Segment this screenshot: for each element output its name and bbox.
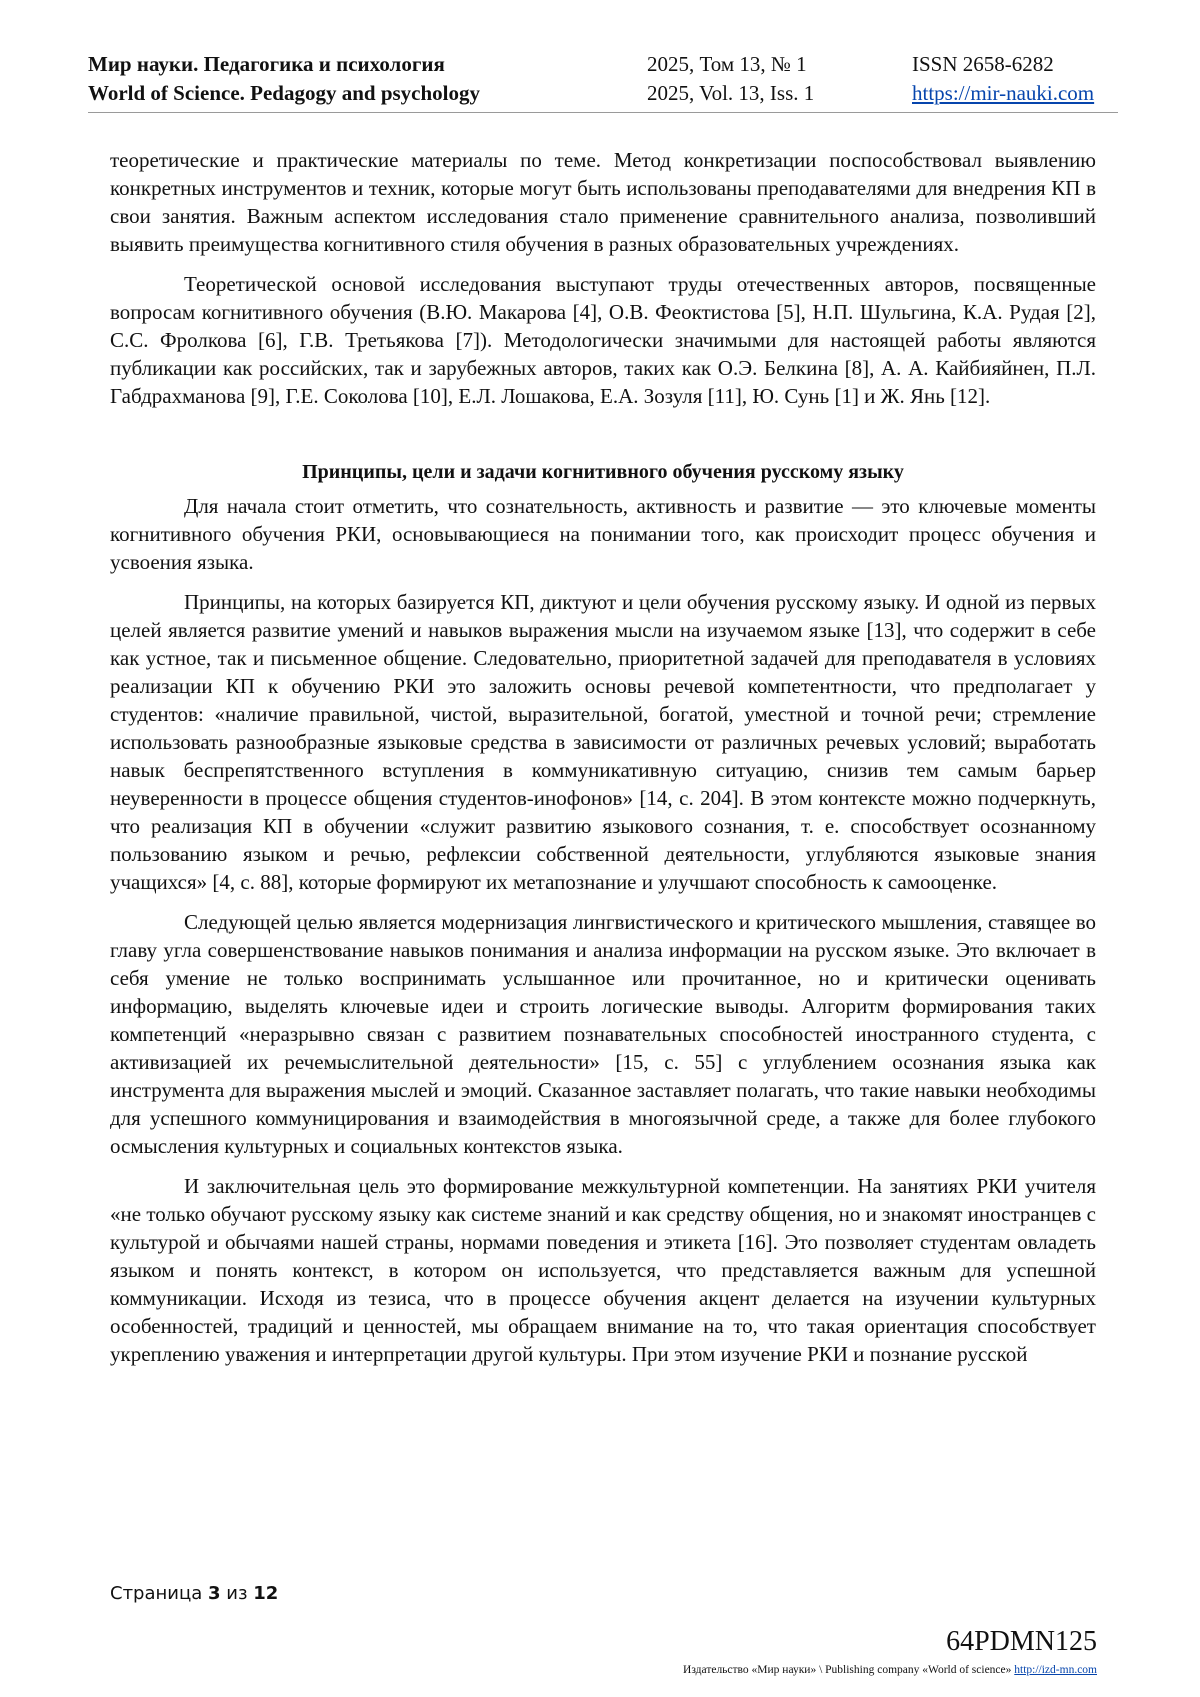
volume-ru: 2025, Том 13, № 1 (647, 52, 807, 76)
journal-header (88, 50, 1118, 113)
volume-block (647, 50, 814, 108)
page-total: 12 (253, 1583, 279, 1604)
publisher-line (683, 1664, 1097, 1676)
journal-title-block (88, 50, 480, 108)
article-body (110, 146, 1096, 1380)
publisher-name: Издательство «Мир науки» \ Publishing company «World of science» (683, 1664, 1012, 1676)
paragraph: теоретические и практические материалы по теме. Метод конкретизации поспособствовал выявлению конкретных инструментов и техник, которые могут быть использованы преподавателями для внедрения КП в свои занятия. Важным аспектом исследования стало применение сравнительного анализа, позволивший выявить преимущества когнитивного стиля обучения в разных образовательных учреждениях. (110, 148, 1096, 256)
journal-url-link[interactable]: https://mir-nauki.com (912, 81, 1095, 105)
article-code: 64PDMN125 (946, 1626, 1097, 1657)
publisher-url-link[interactable]: http://izd-mn.com (1014, 1664, 1097, 1676)
paragraph: Для начала стоит отметить, что сознательность, активность и развитие — это ключевые моменты когнитивного обучения РКИ, основывающиеся на понимании того, как происходит процесс обучения и усвоения языка. (110, 494, 1096, 574)
issn: ISSN 2658-6282 (912, 52, 1054, 76)
section-title: Принципы, цели и задачи когнитивного обучения русскому языку (302, 461, 904, 483)
volume-en: 2025, Vol. 13, Iss. 1 (647, 81, 815, 105)
issn-block (912, 50, 1094, 108)
paragraph: И заключительная цель это формирование межкультурной компетенции. На занятиях РКИ учителя «не только обучают русскому языку как системе знаний и как средству общения, но и знакомят иностранцев с культурой и обычаями нашей страны, нормами поведения и этикета [16]. Это позволяет студентам овладеть языком и понять контекст, в котором он используется, что представляется важным для успешной коммуникации. Исходя из тезиса, что в процессе обучения акцент делается на изучении культурных особенностей, традиций и ценностей, мы обращаем внимание на то, что такая ориентация способствует укреплению уважения и интерпретации другой культуры. При этом изучение РКИ и познание русской (110, 1174, 1096, 1366)
paragraph: Следующей целью является модернизация лингвистического и критического мышления, ставящее во главу угла совершенствование навыков понимания и анализа информации на русском языке. Это включает в себя умение не только воспринимать услышанное или прочитанное, но и критически оценивать информацию, выделять ключевые идеи и строить логические выводы. Алгоритм формирования таких компетенций «неразрывно связан с развитием познавательных способностей иностранного студента, с активизацией их речемыслительной деятельности» [15, с. 55] с углублением осознания языка как инструмента для выражения мыслей и эмоций. Сказанное заставляет полагать, что такие навыки необходимы для успешного коммуницирования и взаимодействия в многоязычной среде, а также для более глубокого осмысления культурных и социальных контекстов языка. (110, 910, 1096, 1158)
journal-title-en: World of Science. Pedagogy and psychology (88, 81, 481, 105)
journal-title-ru: Мир науки. Педагогика и психология (88, 52, 445, 76)
page-current: 3 (208, 1583, 221, 1604)
page-word: Страница (110, 1583, 203, 1604)
paragraph: Теоретической основой исследования выступают труды отечественных авторов, посвященные вопросам когнитивного обучения (В.Ю. Макарова [4], О.В. Феоктистова [5], Н.П. Шульгина, К.А. Рудая [2], С.С. Фролкова [6], Г.В. Третьякова [7]). Методологически значимыми для настоящей работы являются публикации как российских, так и зарубежных авторов, таких как О.Э. Белкина [8], А. А. Кайбияйнен, П.Л. Габдрахманова [9], Г.Е. Соколова [10], Е.Л. Лошакова, Е.А. Зозуля [11], Ю. Сунь [1] и Ж. Янь [12]. (110, 272, 1096, 408)
paragraph: Принципы, на которых базируется КП, диктуют и цели обучения русскому языку. И одной из первых целей является развитие умений и навыков выражения мысли на изучаемом языке [13], что содержит в себе как устное, так и письменное общение. Следовательно, приоритетной задачей для преподавателя в условиях реализации КП к обучению РКИ это заложить основы речевой компетентности, что предполагает у студентов: «наличие правильной, чистой, выразительной, богатой, уместной и точной речи; стремление использовать разнообразные языковые средства в зависимости от различных речевых условий; выработать навык беспрепятственного вступления в коммуникативную ситуацию, снизив тем самым барьер неуверенности в процессе общения студентов-инофонов» [14, с. 204]. В этом контексте можно подчеркнуть, что реализация КП в обучении «служит развитию языкового сознания, т. е. способствует осознанному пользованию языком и речью, рефлексии собственной деятельности, углубляются языковые знания учащихся» [4, с. 88], которые формируют их метапознание и улучшают способность к самооценке. (110, 590, 1096, 894)
page-of: из (226, 1583, 248, 1604)
page-number (110, 1583, 278, 1604)
